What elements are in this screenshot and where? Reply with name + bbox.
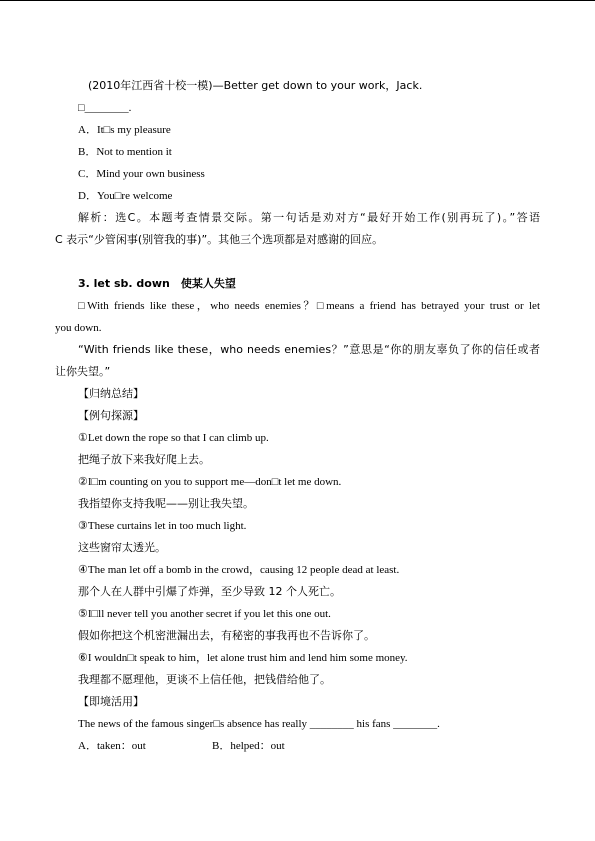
quote-line-1: □With friends like these，who needs enemies？□means a friend has betrayed your trust or let <box>78 300 540 312</box>
analysis-line-2: C 表示“少管闲事(别管我的事)”。其他三个选项都是对感谢的回应。 <box>55 233 384 246</box>
example-1-zh: 把绳子放下来我好爬上去。 <box>78 453 210 466</box>
summary-label: 【归纳总结】 <box>78 387 144 400</box>
example-1-en: ①Let down the rope so that I can climb up. <box>78 432 269 444</box>
practice-question: The news of the famous singer□s absence has really ________ his fans ________. <box>78 718 440 730</box>
example-5-en: ⑤I□ll never tell you another secret if you let this one out. <box>78 608 331 620</box>
example-3-zh: 这些窗帘太透光。 <box>78 541 166 554</box>
question-stem: (2010年江西省十校一模)—Better get down to your work，Jack. <box>88 79 423 92</box>
answer-blank: □________. <box>78 102 132 114</box>
option-b: B．Not to mention it <box>78 146 172 158</box>
quote-line-2: you down. <box>55 322 102 334</box>
example-2-zh: 我指望你支持我呢——别让我失望。 <box>78 497 254 510</box>
translation-line-2: 让你失望。” <box>55 365 111 378</box>
example-4-zh: 那个人在人群中引爆了炸弹，至少导致 12 个人死亡。 <box>78 585 341 598</box>
translation-line-1: “With friends like these，who needs enemies？”意思是“你的朋友辜负了你的信任或者 <box>78 343 540 356</box>
examples-label: 【例句探源】 <box>78 409 144 422</box>
option-a: A．It□s my pleasure <box>78 124 171 136</box>
example-5-zh: 假如你把这个机密泄漏出去，有秘密的事我再也不告诉你了。 <box>78 629 375 642</box>
example-6-en: ⑥I wouldn□t speak to him，let alone trust him and lend him some money. <box>78 652 408 664</box>
practice-option-a: A．taken：out <box>78 740 146 752</box>
example-2-en: ②I□m counting on you to support me—don□t let me down. <box>78 476 342 488</box>
analysis-line-1: 解析：选C。本题考查情景交际。第一句话是劝对方“最好开始工作(别再玩了)。”答语 <box>78 211 540 224</box>
example-3-en: ③These curtains let in too much light. <box>78 520 247 532</box>
option-c: C．Mind your own business <box>78 168 205 180</box>
practice-label: 【即境活用】 <box>78 695 144 708</box>
section-heading: 3. let sb. down 使某人失望 <box>78 277 236 290</box>
example-6-zh: 我理都不愿理他，更谈不上信任他，把钱借给他了。 <box>78 673 331 686</box>
example-4-en: ④The man let off a bomb in the crowd，causing 12 people dead at least. <box>78 564 400 576</box>
practice-option-b: B．helped：out <box>212 740 285 752</box>
option-d: D．You□re welcome <box>78 190 173 202</box>
